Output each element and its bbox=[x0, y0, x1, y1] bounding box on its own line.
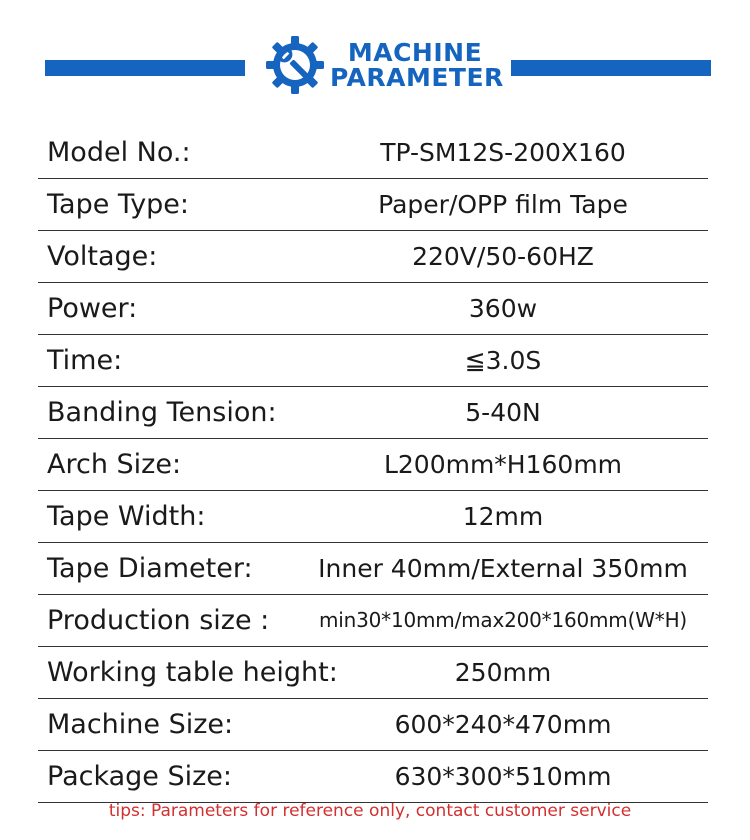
row-label: Tape Type: bbox=[47, 189, 190, 220]
row-label: Production size : bbox=[47, 605, 270, 636]
table-row bbox=[38, 283, 708, 335]
table-row bbox=[38, 647, 708, 699]
table-row bbox=[38, 491, 708, 543]
table-row bbox=[38, 231, 708, 283]
row-value: L200mm*H160mm bbox=[383, 450, 623, 479]
title-line-1: MACHINE bbox=[347, 38, 483, 67]
row-value: 600*240*470mm bbox=[394, 710, 612, 739]
row-value: 630*300*510mm bbox=[394, 762, 612, 791]
parameter-table bbox=[38, 127, 708, 803]
row-label: Arch Size: bbox=[47, 449, 182, 480]
gear-wrench-icon bbox=[266, 36, 324, 94]
row-label: Time: bbox=[47, 345, 123, 376]
row-value: 250mm bbox=[454, 658, 552, 687]
row-label: Power: bbox=[47, 293, 138, 324]
row-label: Working table height: bbox=[47, 657, 338, 688]
row-value: 5-40N bbox=[465, 398, 541, 427]
row-label: Tape Width: bbox=[47, 501, 206, 532]
row-value: ≦3.0S bbox=[464, 346, 542, 375]
table-row bbox=[38, 699, 708, 751]
page-header bbox=[0, 0, 750, 120]
row-value: min30*10mm/max200*160mm(W*H) bbox=[318, 608, 688, 632]
row-label: Tape Diameter: bbox=[47, 553, 253, 584]
table-row bbox=[38, 595, 708, 647]
row-value: 360w bbox=[468, 294, 538, 323]
table-row bbox=[38, 179, 708, 231]
tips-note: tips: Parameters for reference only, contact customer service bbox=[108, 801, 632, 821]
row-value: 220V/50-60HZ bbox=[412, 242, 594, 271]
table-row bbox=[38, 439, 708, 491]
table-row bbox=[38, 543, 708, 595]
row-value: Paper/OPP film Tape bbox=[378, 190, 628, 219]
row-label: Package Size: bbox=[47, 761, 233, 792]
row-value: Inner 40mm/External 350mm bbox=[318, 554, 688, 583]
header-bar-right bbox=[511, 60, 711, 76]
table-row bbox=[38, 335, 708, 387]
row-label: Machine Size: bbox=[47, 709, 234, 740]
table-row bbox=[38, 127, 708, 179]
row-label: Model No.: bbox=[47, 137, 191, 168]
title-line-2: PARAMETER bbox=[330, 63, 504, 92]
page-title bbox=[330, 38, 504, 92]
row-label: Banding Tension: bbox=[47, 397, 277, 428]
row-value: TP-SM12S-200X160 bbox=[380, 138, 626, 167]
row-value: 12mm bbox=[462, 502, 544, 531]
header-bar-left bbox=[45, 60, 245, 76]
table-row bbox=[38, 751, 708, 803]
table-row bbox=[38, 387, 708, 439]
row-label: Voltage: bbox=[47, 241, 158, 272]
